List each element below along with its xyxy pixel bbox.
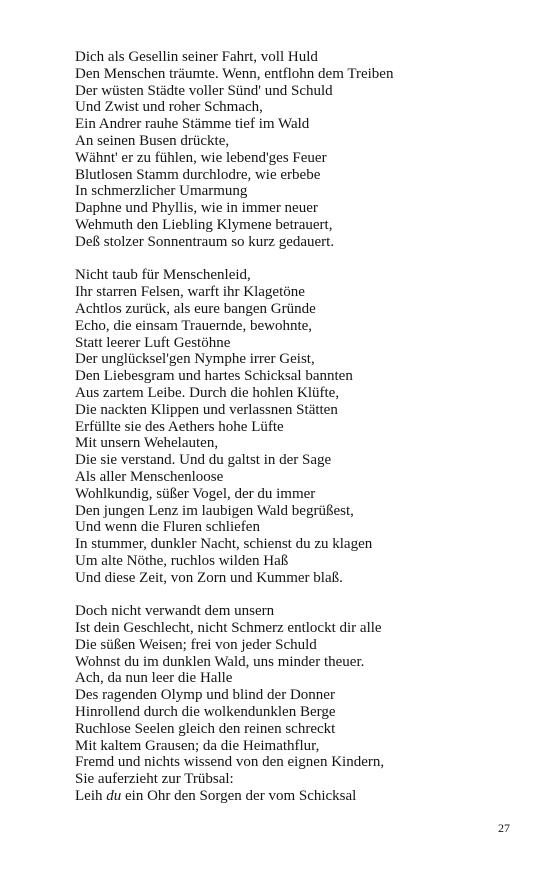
verse-line: Achtlos zurück, als eure bangen Gründe [75,300,316,317]
verse-line: Und Zwist und roher Schmach, [75,99,263,116]
verse-line: Blutlosen Stamm durchlodre, wie erbebe [75,166,321,183]
stanza-1 [75,49,515,251]
verse-line: Hinrollend durch die wolkendunklen Berge [75,704,336,721]
verse-line: Sie auferzieht zur Trübsal: [75,771,234,788]
verse-line: Erfüllte sie des Aethers hohe Lüfte [75,418,284,435]
verse-line: Als aller Menschenloose [75,468,224,485]
verse-segment: ein Ohr den Sorgen der vom Schicksal [121,788,357,805]
verse-line: Ein Andrer rauhe Stämme tief im Wald [75,116,310,133]
verse-line: Fremd und nichts wissend von den eignen Kindern, [75,754,385,771]
verse-line: In stummer, dunkler Nacht, schienst du zu klagen [75,536,373,553]
verse-line: In schmerzlicher Umarmung [75,183,248,200]
verse-line: Deß stolzer Sonnentraum so kurz gedauert. [75,233,335,250]
verse-line: An seinen Busen drückte, [75,132,230,149]
emphasized-word: du [106,788,122,805]
verse-line: Ruchlose Seelen gleich den reinen schreckt [75,720,336,737]
verse-line: Um alte Nöthe, ruchlos wilden Haß [75,552,289,569]
verse-line: Aus zartem Leibe. Durch die hohlen Klüfte, [75,384,340,401]
poem-text [75,49,515,805]
verse-line: Den Liebesgram und hartes Schicksal bannten [75,368,353,385]
page-number: 27 [498,821,510,835]
verse-line: Den Menschen träumte. Wenn, entflohn dem Treiben [75,65,394,82]
verse-line: Ach, da nun leer die Halle [75,670,233,687]
verse-line: Die nackten Klippen und verlassnen Stätten [75,401,338,418]
verse-line: Ist dein Geschlecht, nicht Schmerz entlockt dir alle [75,620,382,637]
verse-line: Den jungen Lenz im laubigen Wald begrüßest, [75,502,354,519]
verse-line: Echo, die einsam Trauernde, bewohnte, [75,317,313,334]
stanza-3 [75,603,515,805]
verse-line: Doch nicht verwandt dem unsern [75,603,275,620]
verse-line: Mit unsern Wehelauten, [75,435,219,452]
verse-line: Dich als Gesellin seiner Fahrt, voll Huld [75,49,318,65]
verse-line: Die sie verstand. Und du galtst in der Sage [75,452,332,469]
verse-line: Nicht taub für Menschenleid, [75,267,251,284]
verse-segment: Leih [75,788,107,805]
verse-line: Der unglücksel'gen Nymphe irrer Geist, [75,351,315,368]
verse-line: Statt leerer Luft Gestöhne [75,334,231,351]
verse-line: Ihr starren Felsen, warft ihr Klagetöne [75,284,305,301]
verse-line: Wehmuth den Liebling Klymene betrauert, [75,216,333,233]
verse-line-emphasis [75,788,515,805]
stanza-2 [75,267,515,586]
verse-line: Wähnt' er zu fühlen, wie lebend'ges Feuer [75,149,327,166]
verse-line: Wohnst du im dunklen Wald, uns minder theuer. [75,653,365,670]
verse-line: Wohlkundig, süßer Vogel, der du immer [75,485,316,502]
verse-line: Und diese Zeit, von Zorn und Kummer blaß. [75,569,343,586]
verse-line: Und wenn die Fluren schliefen [75,519,260,536]
verse-line: Die süßen Weisen; frei von jeder Schuld [75,636,317,653]
verse-line: Daphne und Phyllis, wie in immer neuer [75,200,318,217]
verse-line: Der wüsten Städte voller Sünd' und Schuld [75,82,333,99]
verse-line: Mit kaltem Grausen; da die Heimathflur, [75,737,320,754]
verse-line: Des ragenden Olymp und blind der Donner [75,687,335,704]
